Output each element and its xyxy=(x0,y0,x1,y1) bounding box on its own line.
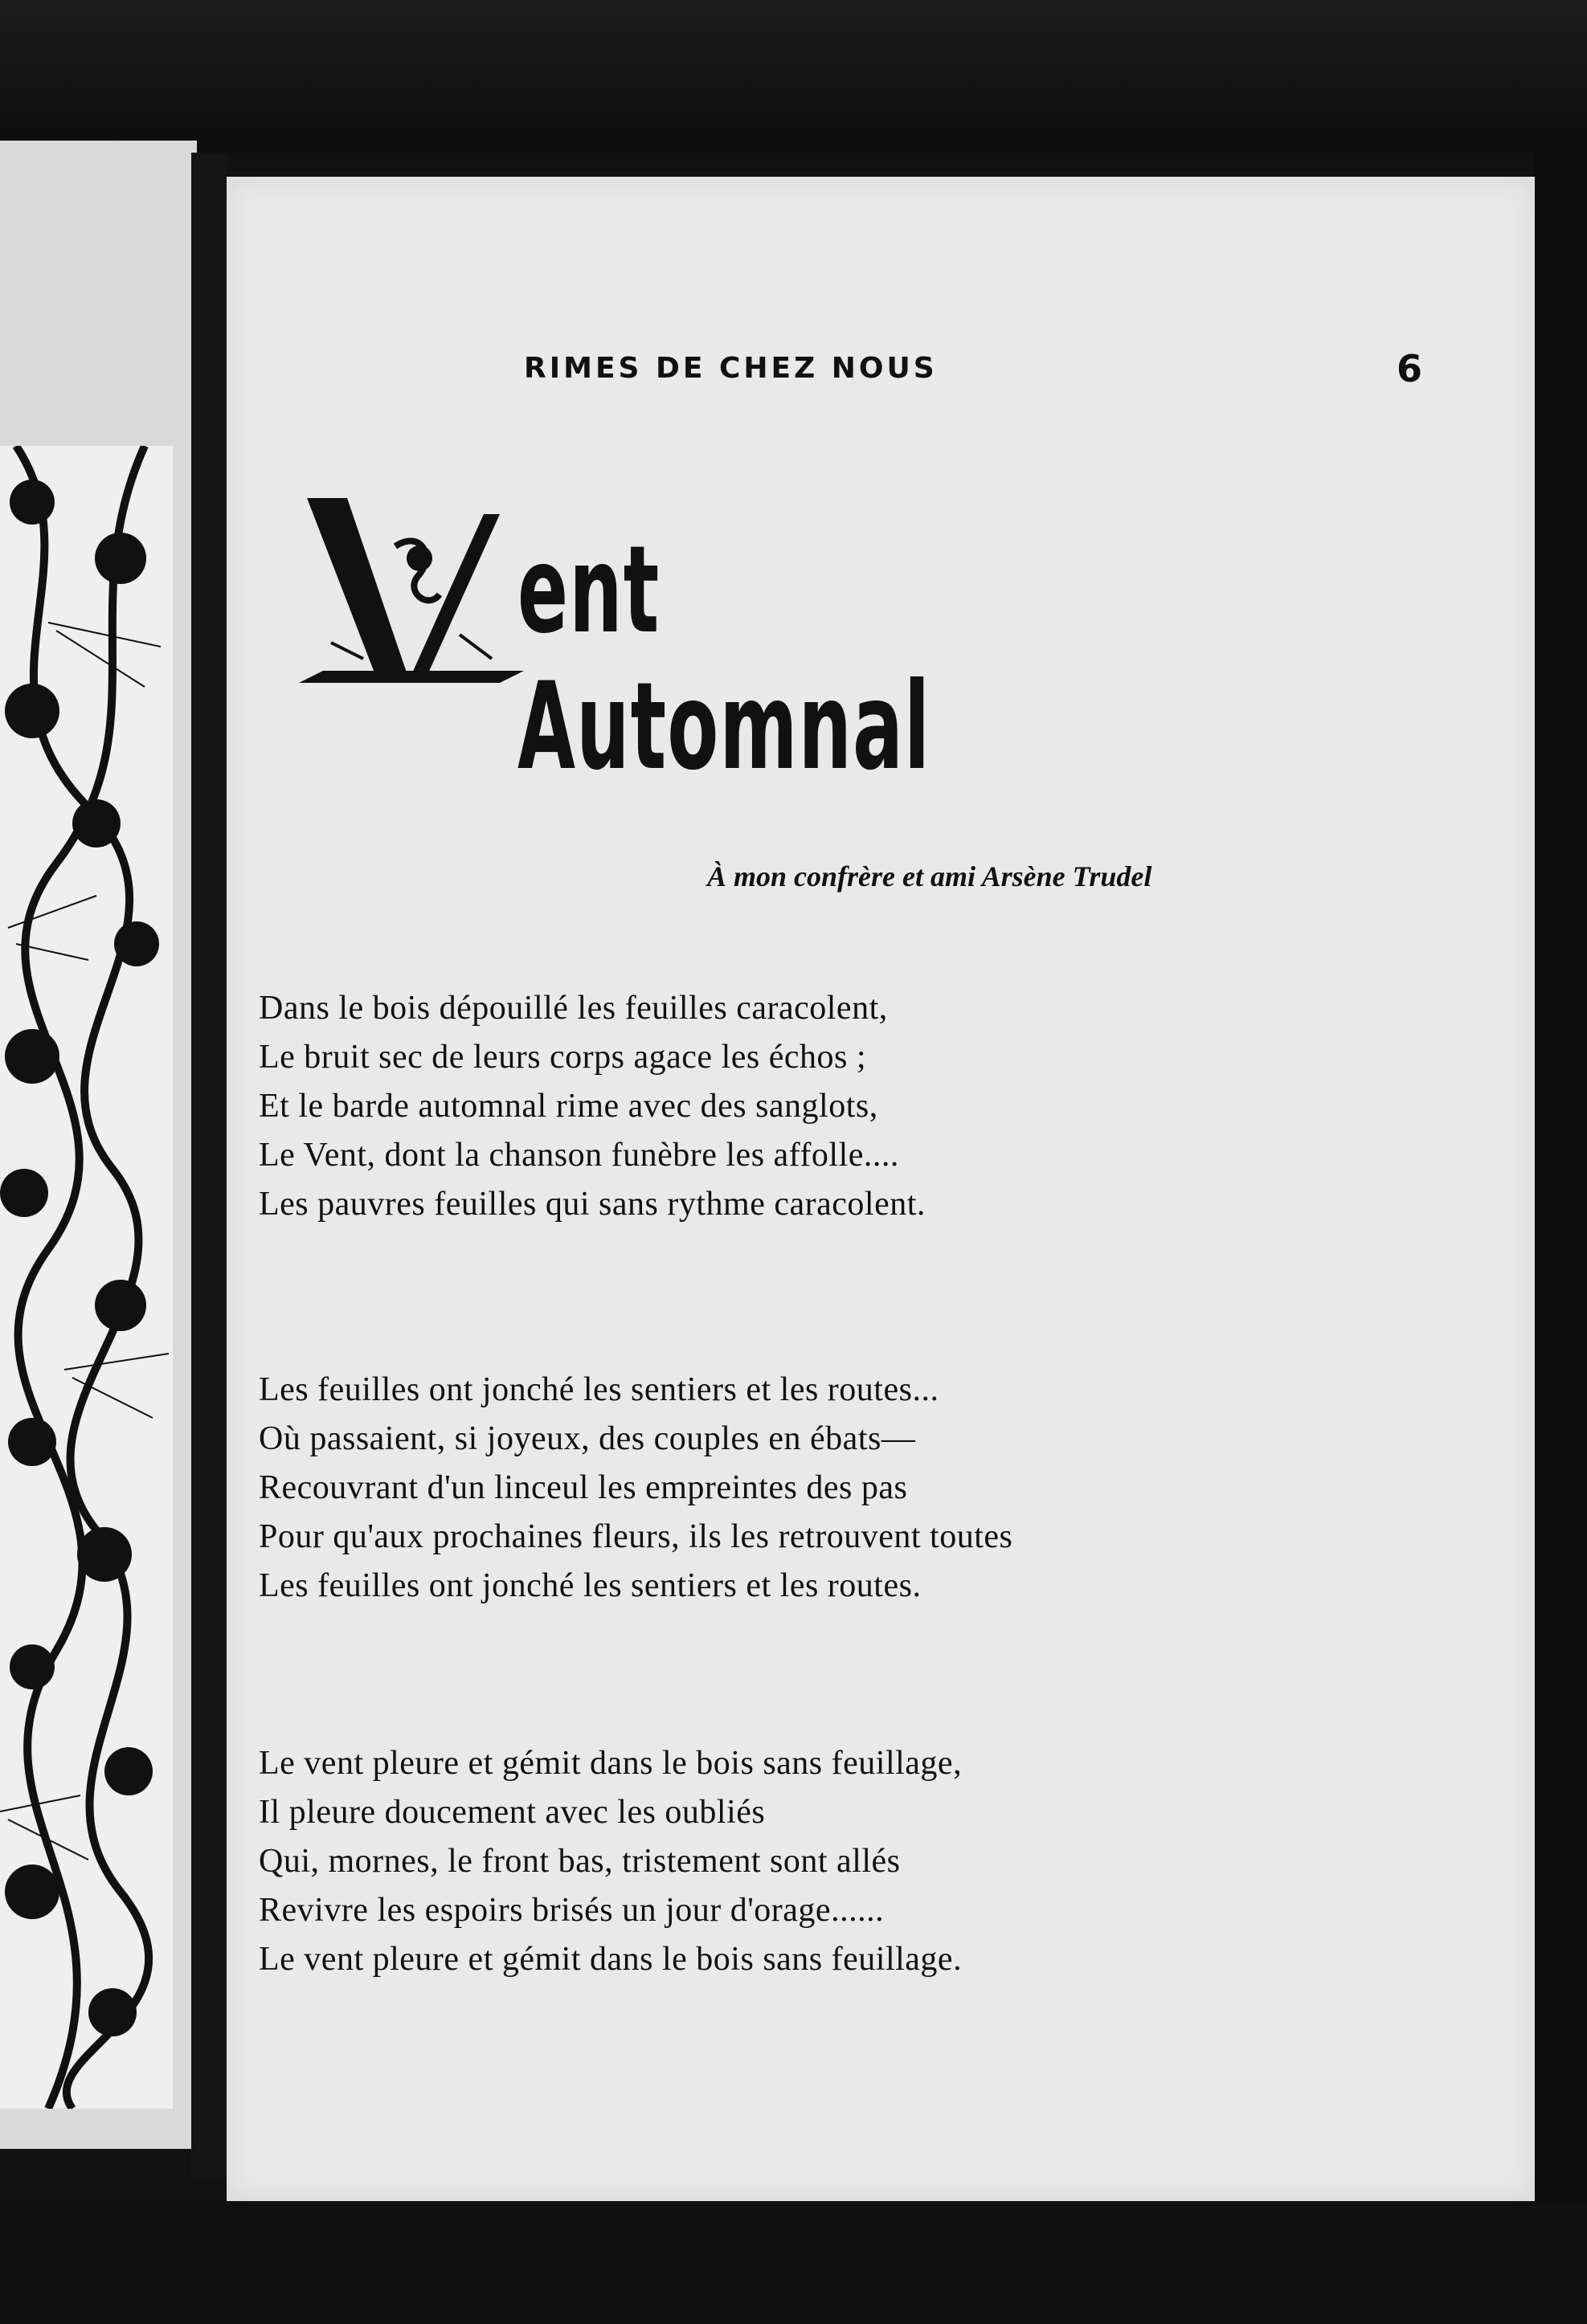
poem-line: Revivre les espoirs brisés un jour d'orage...... xyxy=(259,1892,885,1929)
facing-page-ornament xyxy=(0,446,173,2109)
poem-line: Les pauvres feuilles qui sans rythme caracolent. xyxy=(259,1186,926,1223)
title-text: ent Automnal xyxy=(517,521,931,797)
poem-line: Il pleure doucement avec les oubliés xyxy=(259,1794,766,1831)
poem-line: Le bruit sec de leurs corps agace les échos ; xyxy=(259,1039,867,1076)
poem-line: Dans le bois dépouillé les feuilles caracolent, xyxy=(259,990,888,1027)
page-number: 6 xyxy=(1396,347,1422,390)
poem-line: Où passaient, si joyeux, des couples en ébats— xyxy=(259,1420,916,1457)
poem-line: Pour qu'aux prochaines fleurs, ils les retrouvent toutes xyxy=(259,1518,1013,1555)
poem-line: Les feuilles ont jonché les sentiers et les routes. xyxy=(259,1567,922,1604)
running-title: RIMES DE CHEZ NOUS xyxy=(524,352,938,385)
dedication: À mon confrère et ami Arsène Trudel xyxy=(707,860,1152,892)
film-border-bottom xyxy=(0,2201,1587,2324)
poem-line: Qui, mornes, le front bas, tristement sont allés xyxy=(259,1843,901,1880)
page-header xyxy=(524,347,1422,400)
stanza-2 xyxy=(259,1366,1424,1611)
illuminated-letter-icon xyxy=(299,498,540,683)
decorated-initial xyxy=(299,498,540,683)
binding-shadow xyxy=(191,153,227,2177)
poem-line: Recouvrant d'un linceul les empreintes des pas xyxy=(259,1469,908,1506)
film-border-right xyxy=(1535,153,1587,2322)
poem-line: Le vent pleure et gémit dans le bois sans feuillage, xyxy=(259,1745,963,1782)
pine-cone-ornament-icon xyxy=(0,446,173,2109)
stanza-3 xyxy=(259,1739,1424,1984)
poem-line: Le Vent, dont la chanson funèbre les affolle.... xyxy=(259,1137,899,1174)
poem-line: Le vent pleure et gémit dans le bois sans feuillage. xyxy=(259,1941,963,1978)
poem-title xyxy=(299,498,1392,797)
poem-line: Les feuilles ont jonché les sentiers et les routes... xyxy=(259,1371,939,1408)
stanza-1 xyxy=(259,984,1424,1229)
film-border-top xyxy=(0,0,1587,153)
poem-line: Et le barde automnal rime avec des sanglots, xyxy=(259,1088,878,1125)
book-page xyxy=(227,177,1535,2201)
